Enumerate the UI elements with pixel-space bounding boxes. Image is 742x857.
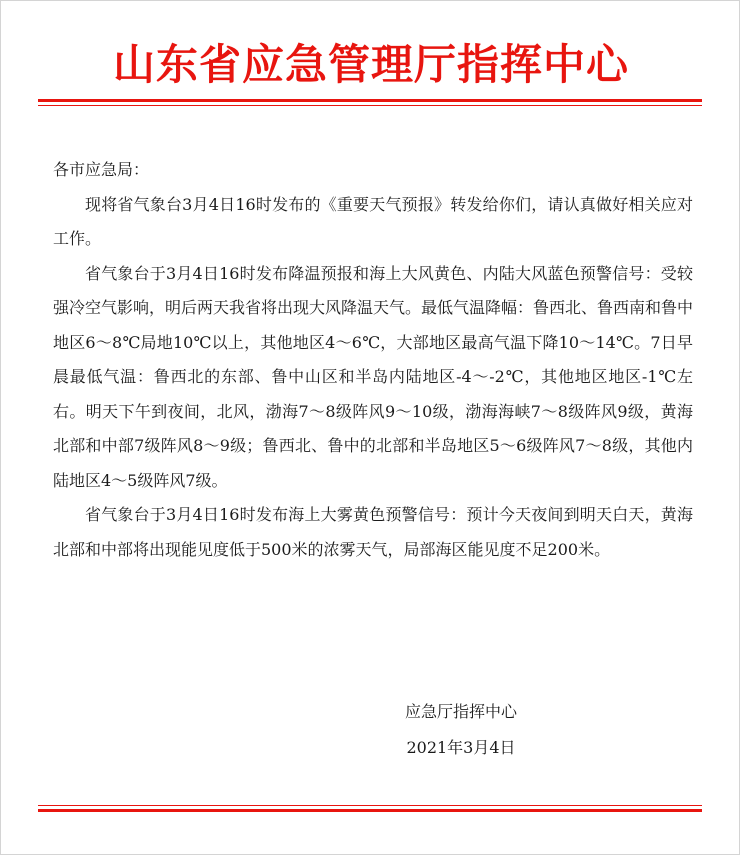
- header-rule-thin: [38, 105, 702, 106]
- header-rule-thick: [38, 99, 702, 102]
- paragraph-wind-cooling-warning: 省气象台于3月4日16时发布降温预报和海上大风黄色、内陆大风蓝色预警信号：受较强冷空气影响，明后两天我省将出现大风降温天气。最低气温降幅：鲁西北、鲁西南和鲁中地区6～8℃局地10℃以上，其他地区4～6℃，大部地区最高气温下降10～14℃。7日早晨最低气温：鲁西北的东部、鲁中山区和半岛内陆地区-4～-2℃，其他地区地区-1℃左右。明天下午到夜间，北风，渤海7～8级阵风9～10级，渤海海峡7～8级阵风9级，黄海北部和中部7级阵风8～9级；鲁西北、鲁中的北部和半岛地区5～6级阵风7～8级，其他内陆地区4～5级阵风7级。: [53, 263, 694, 490]
- signature-block: [361, 697, 561, 763]
- salutation: 各市应急局：: [53, 160, 150, 179]
- document-body: [53, 153, 693, 567]
- signature-date: 2021年3月4日: [406, 738, 516, 757]
- signature-organization: 应急厅指挥中心: [404, 702, 517, 721]
- paragraph-fog-warning: 省气象台于3月4日16时发布海上大雾黄色预警信号：预计今天夜间到明天白天，黄海北部和中部将出现能见度低于500米的浓雾天气，局部海区能见度不足200米。: [53, 505, 693, 559]
- footer-rule-thin: [38, 805, 702, 806]
- document-header-title: 山东省应急管理厅指挥中心: [112, 40, 629, 89]
- footer-rule-thick: [38, 809, 702, 812]
- paragraph-forward-notice: 现将省气象台3月4日16时发布的《重要天气预报》转发给你们，请认真做好相关应对工作。: [53, 194, 693, 248]
